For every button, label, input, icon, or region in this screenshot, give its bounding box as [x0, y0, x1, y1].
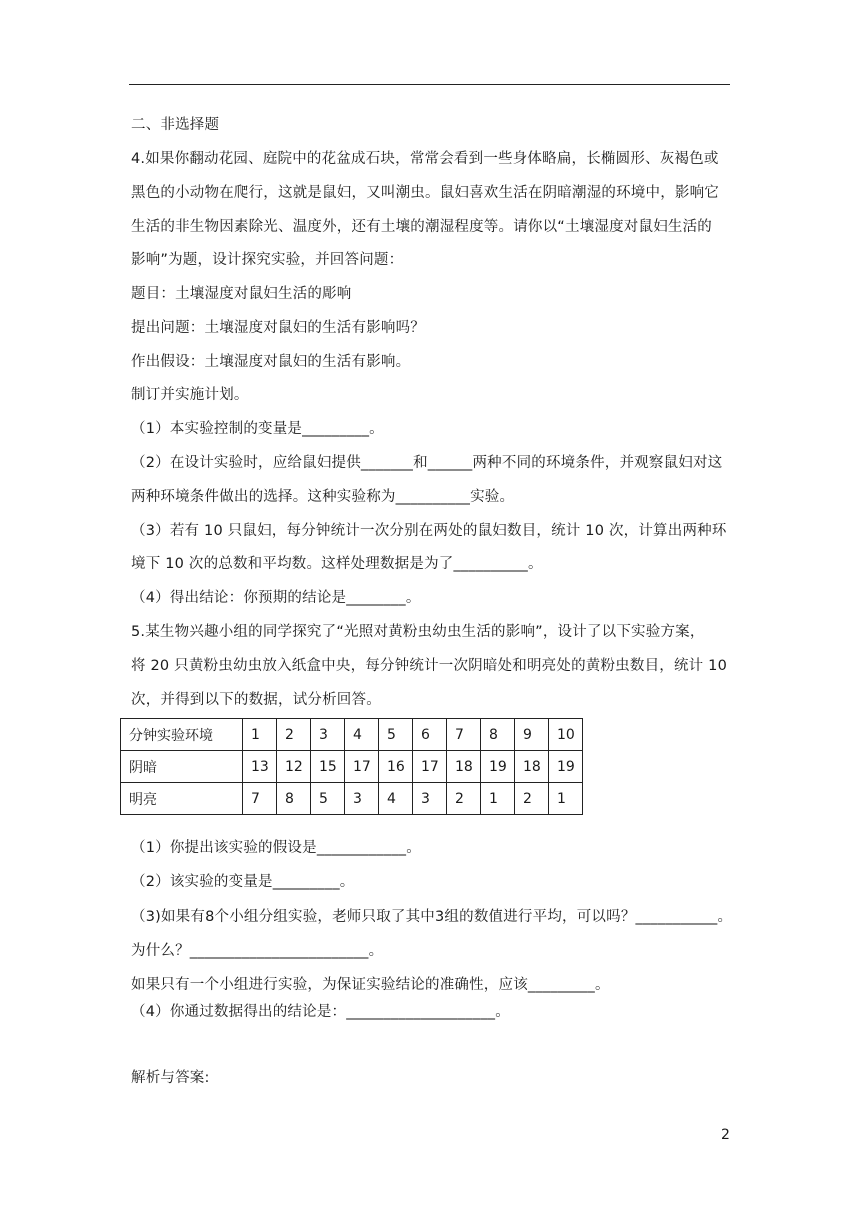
table-cell: 17 [413, 751, 447, 783]
table-cell: 19 [549, 751, 583, 783]
table-cell: 6 [413, 719, 447, 751]
table-cell: 2 [447, 783, 481, 815]
q4-plan: 制订并实施计划。 [131, 387, 249, 403]
table-cell: 明亮 [121, 783, 243, 815]
q4-subquestion-3: （3）若有 10 只鼠妇，每分钟统计一次分别在两处的鼠妇数目，统计 10 次，计算出两种环 [131, 523, 727, 539]
q5-subquestion-1: （1）你提出该实验的假设是____________。 [131, 840, 421, 856]
q4-line: 黑色的小动物在爬行，这就是鼠妇，又叫潮虫。鼠妇喜欢生活在阴暗潮湿的环境中，影响它 [131, 185, 719, 201]
q5-intro-line: 将 20 只黄粉虫幼虫放入纸盒中央，每分钟统计一次阴暗处和明亮处的黄粉虫数目，统计 10 [131, 658, 728, 674]
table-cell: 7 [447, 719, 481, 751]
q4-topic: 题目：土壤湿度对鼠妇生活的彫响 [131, 286, 352, 302]
table-cell: 17 [345, 751, 379, 783]
q5-subquestion-3-why: 为什么？________________________。 [131, 943, 384, 959]
answer-heading: 解析与答案: [131, 1070, 210, 1086]
q5-subquestion-4: （4）你通过数据得出的结论是：____________________。 [131, 1004, 510, 1020]
q4-line: 4.如果你翻动花园、庭院中的花盆成石块，常常会看到一些身体略扁，长椭圆形、灰褐色或 [131, 151, 719, 167]
q4-hypothesis: 作出假设：土壤湿度对鼠妇的生活有影响。 [131, 354, 411, 370]
data-table [120, 718, 583, 815]
q4-subquestion-4: （4）得出结论：你预期的结论是________。 [131, 590, 421, 606]
table-cell: 2 [515, 783, 549, 815]
q5-subquestion-2: （2）该实验的变量是_________。 [131, 874, 355, 890]
table-cell: 8 [277, 783, 311, 815]
table-cell: 10 [549, 719, 583, 751]
q4-subquestion-3-cont: 境下 10 次的总数和平均数。这样处理数据是为了__________。 [131, 556, 543, 572]
table-cell: 阴暗 [121, 751, 243, 783]
table-cell: 4 [345, 719, 379, 751]
q4-subquestion-2-cont: 两种环境条件做出的选择。这种实验称为__________实验。 [131, 489, 515, 505]
q5-intro-line: 次，并得到以下的数据，试分析回答。 [131, 692, 381, 708]
q5-subquestion-3: （3)如果有8个小组分组实验，老师只取了其中3组的数值进行平均，可以吗？___________。 [131, 909, 733, 925]
section-title: 二、非选择题 [131, 117, 220, 133]
q4-subquestion-1: （1）本实验控制的变量是_________。 [131, 421, 384, 437]
table-cell: 3 [413, 783, 447, 815]
table-cell: 15 [311, 751, 345, 783]
table-cell: 13 [243, 751, 277, 783]
table-row [121, 751, 583, 783]
table-cell: 7 [243, 783, 277, 815]
table-cell: 16 [379, 751, 413, 783]
table-cell: 8 [481, 719, 515, 751]
q4-line: 生活的非生物因素除光、温度外，还有土壤的潮湿程度等。请你以“土壤湿度对鼠妇生活的 [131, 219, 713, 235]
header-rule [129, 84, 730, 85]
table-cell: 1 [549, 783, 583, 815]
table-cell: 12 [277, 751, 311, 783]
q4-question: 提出问题：土壤湿度对鼠妇的生活有影响吗？ [131, 320, 425, 336]
table-cell: 19 [481, 751, 515, 783]
q5-subquestion-3-followup: 如果只有一个小组进行实验，为保证实验结论的准确性，应该_________。 [131, 977, 610, 993]
q4-subquestion-2: （2）在设计实验时，应给鼠妇提供_______和______两种不同的环境条件，并观察鼠妇对这 [131, 455, 723, 471]
table-cell: 9 [515, 719, 549, 751]
table-cell: 5 [311, 783, 345, 815]
q4-line: 影响”为题，设计探究实验，并回答问题： [131, 252, 404, 268]
table-cell: 1 [481, 783, 515, 815]
table-cell: 3 [345, 783, 379, 815]
table-cell: 4 [379, 783, 413, 815]
table-cell: 3 [311, 719, 345, 751]
table-cell: 18 [515, 751, 549, 783]
page-number: 2 [721, 1127, 730, 1143]
table-cell: 5 [379, 719, 413, 751]
table-cell: 分钟实验环境 [121, 719, 243, 751]
table-cell: 2 [277, 719, 311, 751]
table-cell: 1 [243, 719, 277, 751]
table-row [121, 783, 583, 815]
table-header-row [121, 719, 583, 751]
table-cell: 18 [447, 751, 481, 783]
q5-intro-line: 5.某生物兴趣小组的同学探究了“光照对黄粉虫幼虫生活的影响”，设计了以下实验方案， [131, 624, 705, 640]
